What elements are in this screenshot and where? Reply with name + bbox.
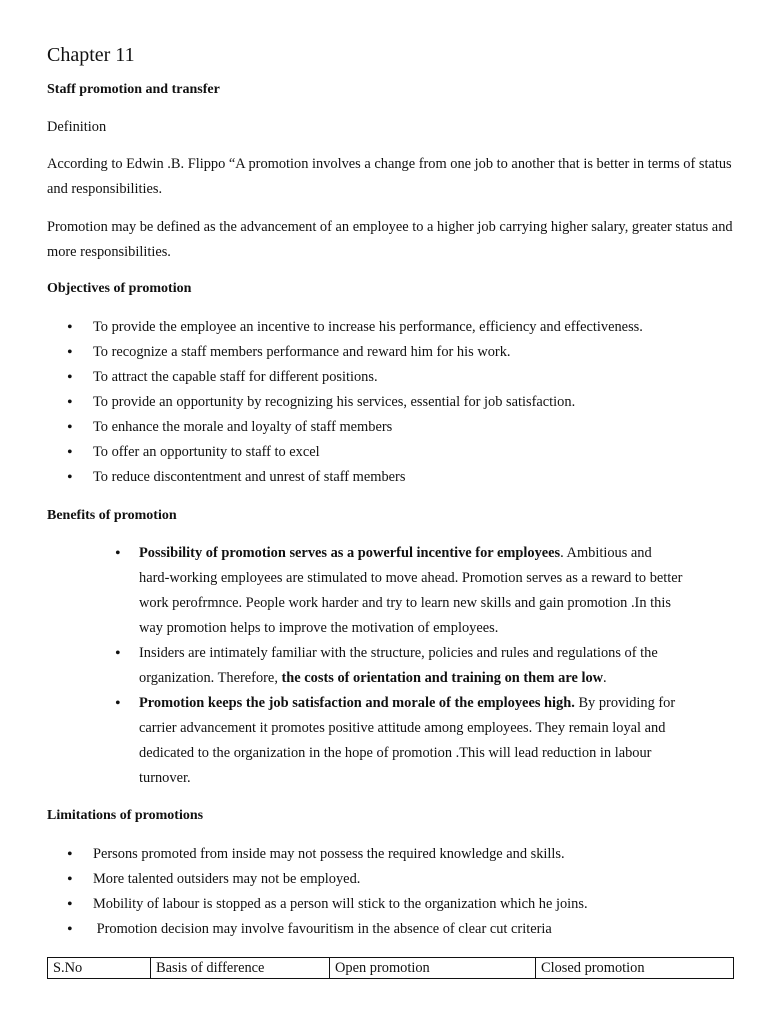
benefit-bold-text: Possibility of promotion serves as a powerful incentive for employees	[139, 545, 561, 561]
list-item: • More talented outsiders may not be employed.	[47, 867, 737, 892]
list-item: • To offer an opportunity to staff to excel	[47, 440, 737, 465]
list-item: • Promotion decision may involve favouritism in the absence of clear cut criteria	[47, 917, 737, 942]
benefit-text: By providing for carrier advancement it promotes positive attitude among employees. They remain loyal and dedicated to the organization in the hope of promotion .This will lead reduction in labour turnover.	[139, 695, 676, 786]
list-item	[93, 541, 683, 641]
benefit-text: Insiders are intimately familiar with the structure, policies and rules and regulations of the organization. Therefore,	[139, 645, 658, 686]
table-header-cell: Closed promotion	[536, 958, 734, 979]
section-title: Staff promotion and transfer	[47, 82, 220, 97]
list-item: • To reduce discontentment and unrest of staff members	[47, 465, 737, 490]
list-item	[93, 641, 683, 691]
benefit-bold-text: Promotion keeps the job satisfaction and morale of the employees high.	[139, 695, 575, 711]
benefit-bold-text: the costs of orientation and training on them are low	[281, 670, 604, 686]
list-item: • Persons promoted from inside may not possess the required knowledge and skills.	[47, 842, 737, 867]
definition-heading: Definition	[47, 119, 107, 135]
limitations-heading: Limitations of promotions	[47, 808, 204, 823]
limitations-list	[47, 842, 737, 942]
list-item: • To recognize a staff members performance and reward him for his work.	[47, 340, 737, 365]
comparison-table	[47, 957, 734, 979]
objectives-heading: Objectives of promotion	[47, 281, 192, 296]
table-header-row	[48, 958, 734, 979]
benefit-text: .	[603, 670, 607, 686]
table-header-cell: Basis of difference	[151, 958, 330, 979]
objectives-list	[47, 315, 737, 490]
definition-paragraph-1: According to Edwin .B. Flippo “A promotion involves a change from one job to another that is better in terms of status and responsibilities.	[47, 156, 732, 197]
benefit-text: . Ambitious and hard-working employees are stimulated to move ahead. Promotion serves as a reward to better work perofrmnce. People work harder and try to learn new skills and gain promotion .In this way promotion helps to improve the motivation of employees.	[139, 545, 683, 636]
list-item: • To enhance the morale and loyalty of staff members	[47, 415, 737, 440]
table-header-cell: Open promotion	[330, 958, 536, 979]
table-header-cell: S.No	[48, 958, 151, 979]
list-item: • To provide an opportunity by recognizing his services, essential for job satisfaction.	[47, 390, 737, 415]
definition-paragraph-2: Promotion may be defined as the advancement of an employee to a higher job carrying higher salary, greater status and more responsibilities.	[47, 219, 733, 260]
chapter-title: Chapter 11	[47, 44, 135, 66]
list-item	[93, 691, 683, 791]
list-item: • Mobility of labour is stopped as a person will stick to the organization which he joins.	[47, 892, 737, 917]
benefits-heading: Benefits of promotion	[47, 508, 177, 523]
list-item: • To attract the capable staff for different positions.	[47, 365, 737, 390]
benefits-list	[93, 541, 683, 791]
list-item: • To provide the employee an incentive to increase his performance, efficiency and effectiveness.	[47, 315, 737, 340]
